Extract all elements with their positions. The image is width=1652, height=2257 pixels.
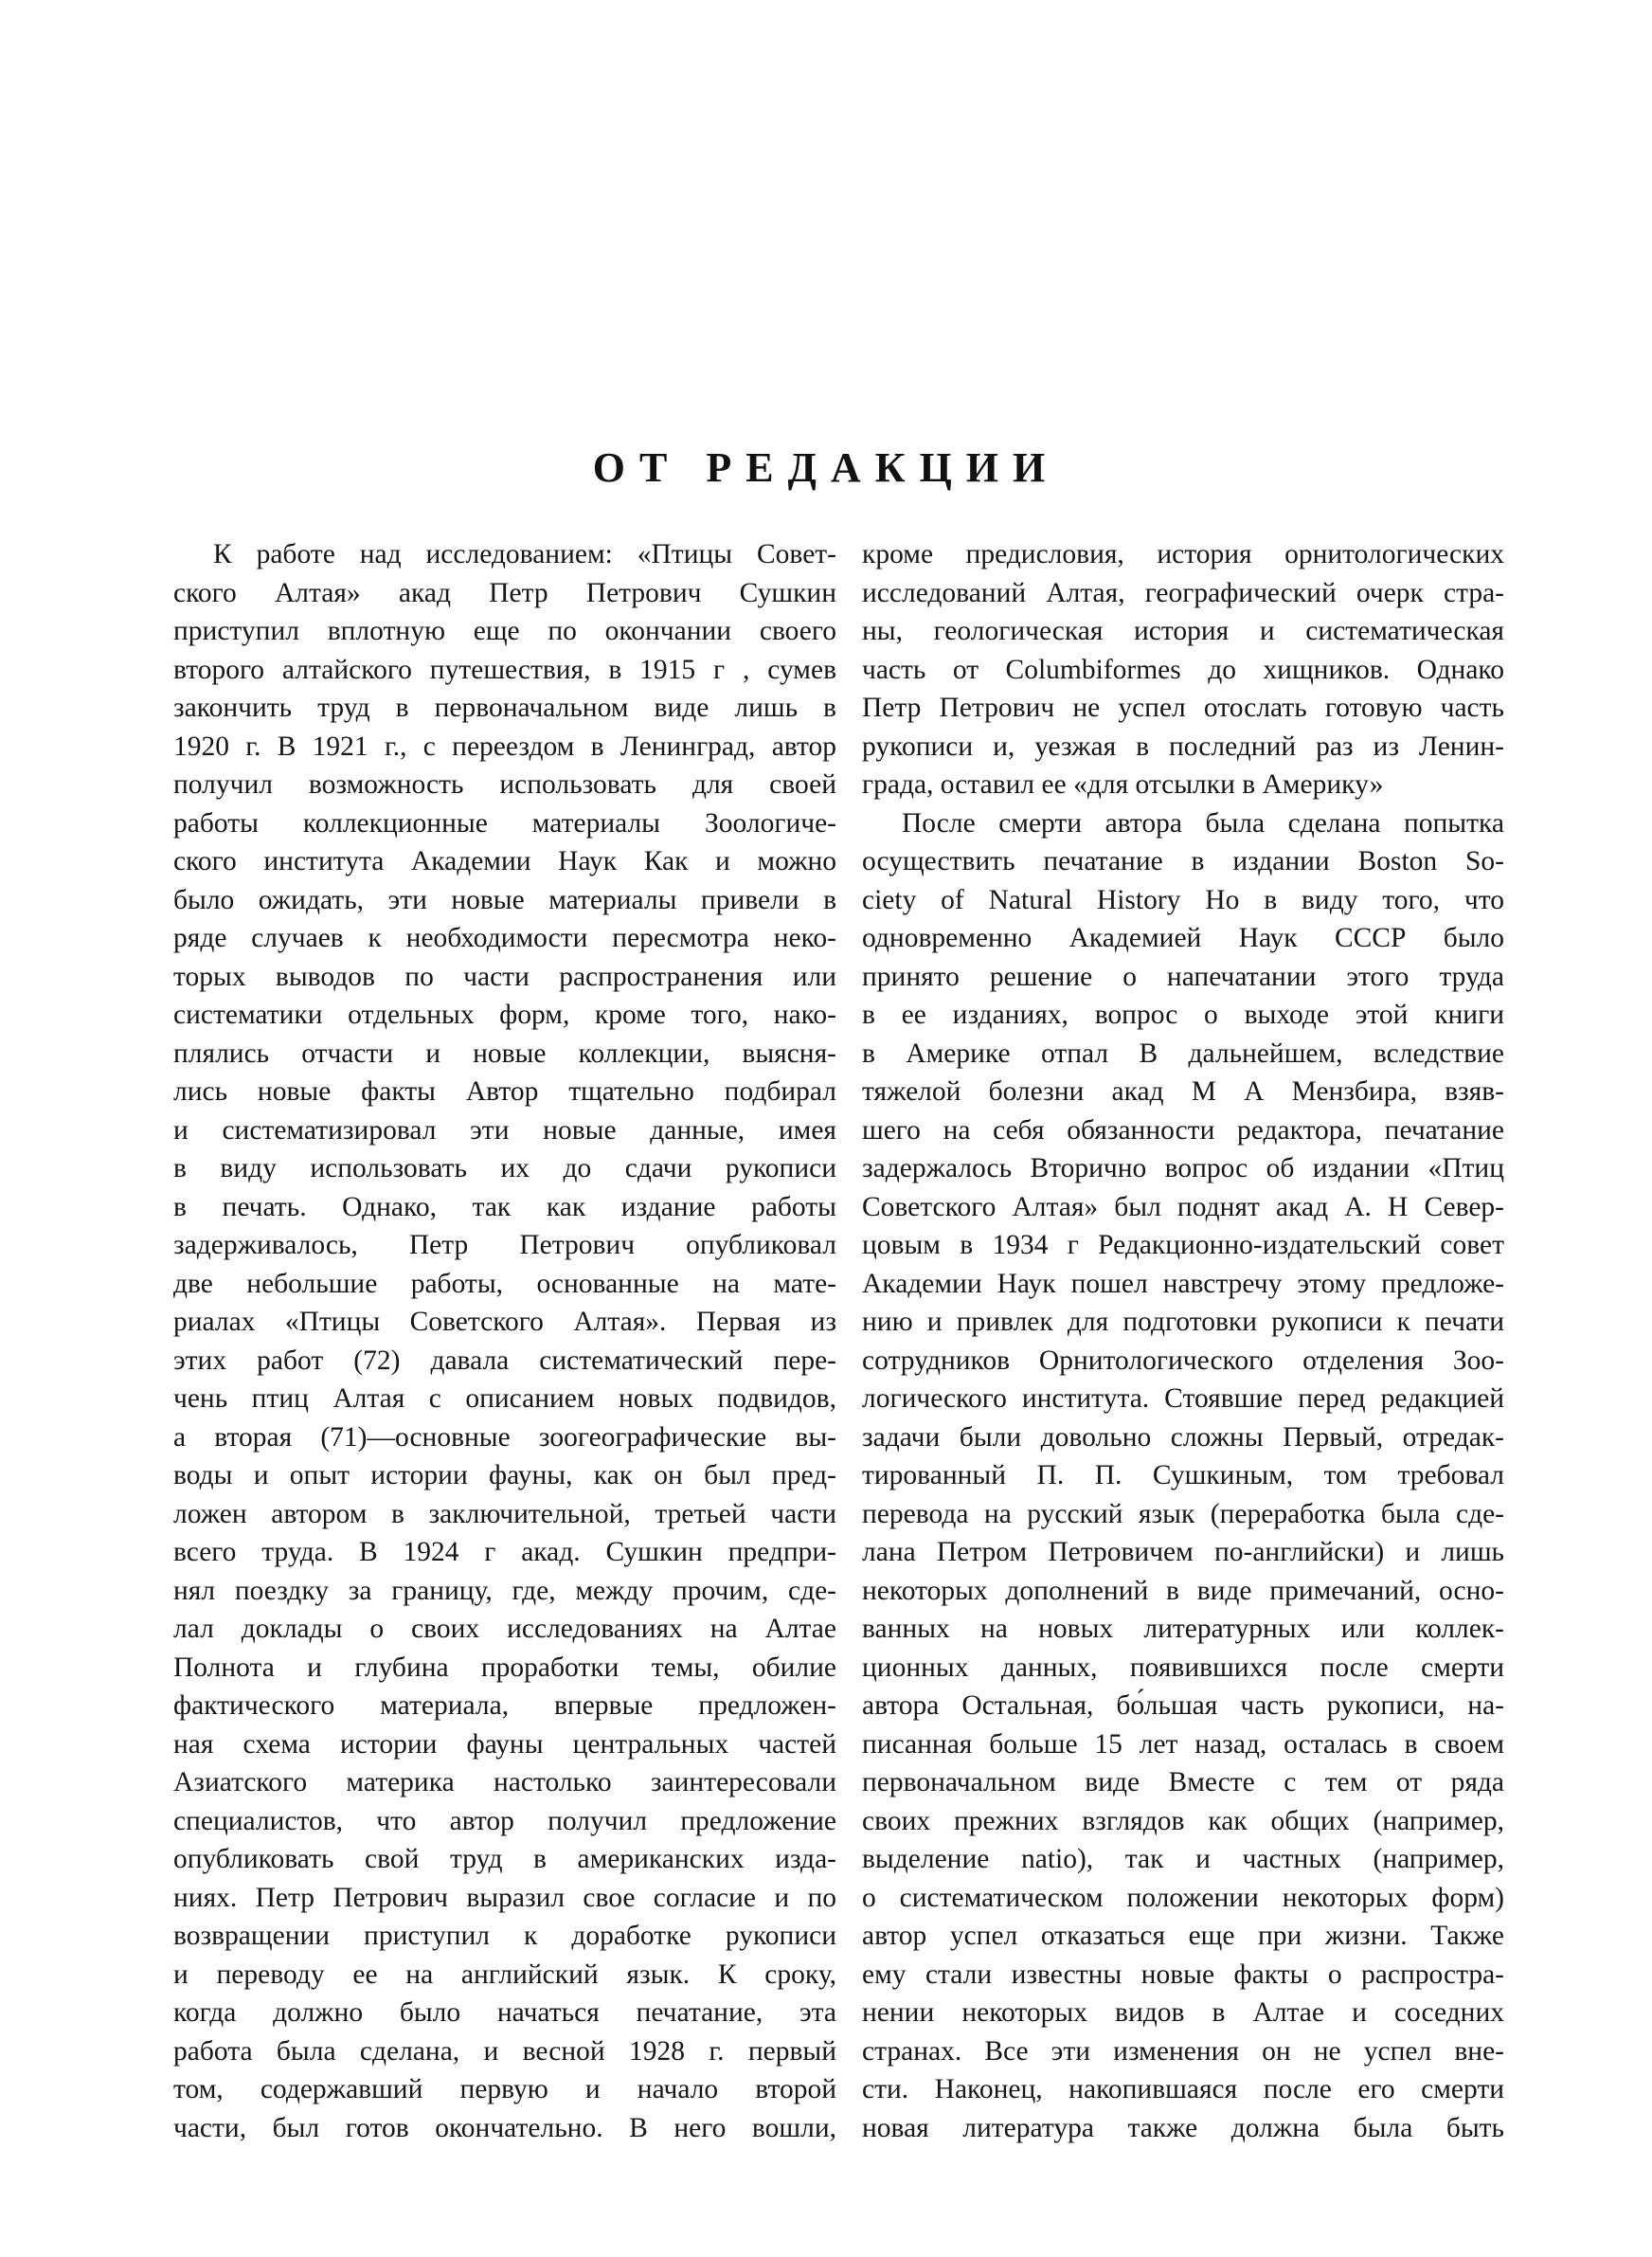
text-line: закончить труд в первоначальном виде лишь в [173, 693, 836, 723]
text-line: логического института. Стоявшие перед редакцией [862, 1383, 1504, 1414]
text-line: задержалось Вторично вопрос об издании «Птиц [862, 1153, 1504, 1183]
text-line: Азиатского материка настолько заинтересовали [173, 1767, 836, 1797]
text-line: Советского Алтая» был поднят акад А. Н Север- [862, 1191, 1504, 1222]
text-line: возвращении приступил к доработке рукописи [173, 1921, 836, 1951]
text-line: было ожидать, эти новые материалы привели в [173, 884, 836, 915]
text-line: исследований Алтая, географический очерк стра- [862, 577, 1504, 608]
text-line: части, был готов окончательно. В него вошли, [173, 2112, 836, 2143]
text-line: града, оставил ее «для отсылки в Америку» [862, 769, 1384, 800]
text-line: ложен автором в заключительной, третьей части [173, 1498, 836, 1529]
text-line: ряде случаев к необходимости пересмотра неко- [173, 923, 836, 953]
text-line: ная схема истории фауны центральных частей [173, 1728, 836, 1760]
text-line: 1920 г. В 1921 г., с переездом в Ленинград, автор [173, 731, 836, 762]
text-line: воды и опыт истории фауны, как он был пред- [173, 1460, 836, 1490]
text-line: в виду использовать их до сдачи рукописи [173, 1153, 836, 1183]
text-line: К работе над исследованием: «Птицы Совет- [213, 539, 836, 569]
text-line: лись новые факты Автор тщательно подбирал [173, 1076, 836, 1107]
text-line: нию и привлек для подготовки рукописи к печати [862, 1307, 1504, 1337]
text-line: торых выводов по части распространения или [173, 961, 836, 992]
text-line: цовым в 1934 г Редакционно-издательский совет [862, 1230, 1504, 1260]
text-line: в Америке отпал В дальнейшем, вследствие [862, 1038, 1504, 1069]
text-line: ского Алтая» акад Петр Петрович Сушкин [173, 577, 836, 608]
text-line: в ее изданиях, вопрос о выходе этой книги [862, 1000, 1504, 1030]
text-line: и систематизировал эти новые данные, имея [173, 1114, 836, 1146]
text-line: фактического материала, впервые предложен- [173, 1690, 836, 1721]
text-line: риалах «Птицы Советского Алтая». Первая из [173, 1307, 836, 1337]
text-line: тяжелой болезни акад М А Мензбира, взяв- [862, 1076, 1504, 1107]
text-line: ционных данных, появившихся после смерти [862, 1652, 1504, 1683]
text-line: выделение natio), так и частных (например, [862, 1844, 1504, 1874]
text-line: систематики отдельных форм, кроме того, нако- [173, 1000, 836, 1030]
left-text-column [173, 535, 836, 2147]
text-line: том, содержавший первую и начало второй [173, 2074, 836, 2104]
text-line: перевода на русский язык (переработка была сде- [862, 1498, 1504, 1529]
text-line: кроме предисловия, история орнитологических [862, 539, 1504, 569]
text-line: одновременно Академией Наук СССР было [862, 923, 1504, 953]
text-line: ванных на новых литературных или коллек- [862, 1614, 1504, 1644]
text-line: осуществить печатание в издании Boston So- [862, 846, 1504, 876]
text-line: а вторая (71)—основные зоогеографические вы- [173, 1421, 836, 1453]
text-line: сотрудников Орнитологического отделения Зоо- [862, 1345, 1504, 1376]
text-line: две небольшие работы, основанные на мате- [173, 1268, 836, 1299]
text-line: лал доклады о своих исследованиях на Алтае [173, 1614, 836, 1644]
text-line: Петр Петрович не успел отослать готовую часть [862, 693, 1504, 723]
text-line: тированный П. П. Сушкиным, том требовал [862, 1460, 1504, 1490]
text-line: ему стали известны новые факты о распростра- [862, 1959, 1504, 1990]
text-line: плялись отчасти и новые коллекции, выясня- [173, 1038, 836, 1069]
text-line: ского института Академии Наук Как и можно [173, 846, 836, 876]
text-line: некоторых дополнений в виде примечаний, осно- [862, 1575, 1504, 1606]
text-line: работы коллекционные материалы Зоологиче- [173, 807, 836, 839]
text-line: автор успел отказаться еще при жизни. Также [862, 1921, 1504, 1951]
text-line: Полнота и глубина проработки темы, обилие [173, 1652, 836, 1683]
text-line: второго алтайского путешествия, в 1915 г , сумев [173, 654, 836, 685]
right-text-column [862, 535, 1504, 2147]
text-line: получил возможность использовать для своей [173, 769, 836, 800]
text-line: лана Петром Петровичем по-английски) и лишь [862, 1537, 1504, 1567]
text-line: первоначальном виде Вместе с тем от ряда [862, 1767, 1504, 1797]
text-line: всего труда. В 1924 г акад. Сушкин предпри- [173, 1537, 836, 1567]
text-line: опубликовать свой труд в американских изда- [173, 1844, 836, 1874]
text-line: После смерти автора была сделана попытка [902, 807, 1504, 839]
text-line: о систематическом положении некоторых форм) [862, 1882, 1504, 1913]
text-line: ciety of Natural History Но в виду того, что [862, 884, 1504, 915]
text-line: странах. Все эти изменения он не успел вне- [862, 2035, 1504, 2067]
text-line: своих прежних взглядов как общих (например, [862, 1805, 1504, 1836]
text-line: нял поездку за границу, где, между прочим, сде- [173, 1575, 836, 1606]
text-line: писанная больше 15 лет назад, осталась в своем [862, 1728, 1504, 1760]
text-line: в печать. Однако, так как издание работы [173, 1191, 836, 1222]
text-line: шего на себя обязанности редактора, печатание [862, 1114, 1504, 1146]
text-line: специалистов, что автор получил предложение [173, 1805, 836, 1836]
text-line: когда должно было начаться печатание, эта [173, 1997, 836, 2028]
text-line: этих работ (72) давала систематический пере- [173, 1345, 836, 1376]
text-line: чень птиц Алтая с описанием новых подвидов, [173, 1383, 836, 1414]
text-line: сти. Наконец, накопившаяся после его смерти [862, 2074, 1504, 2104]
text-line: автора Остальная, бо́льшая часть рукописи, на- [862, 1690, 1504, 1721]
text-line: часть от Columbiformes до хищников. Однако [862, 654, 1504, 685]
text-line: задачи были довольно сложны Первый, отредак- [862, 1421, 1504, 1453]
text-line: рукописи и, уезжая в последний раз из Ленин- [862, 731, 1504, 762]
text-line: работа была сделана, и весной 1928 г. первый [173, 2035, 836, 2067]
text-line: новая литература также должна была быть [862, 2112, 1504, 2143]
text-line: ны, геологическая история и систематическая [862, 616, 1504, 646]
text-line: ниях. Петр Петрович выразил свое согласие и по [173, 1882, 836, 1913]
text-line: и переводу ее на английский язык. К сроку, [173, 1959, 836, 1990]
text-line: Академии Наук пошел навстречу этому предложе- [862, 1268, 1504, 1299]
text-line: принято решение о напечатании этого труда [862, 961, 1504, 992]
text-line: задерживалось, Петр Петрович опубликовал [173, 1230, 836, 1260]
text-line: нении некоторых видов в Алтае и соседних [862, 1997, 1504, 2028]
page-title: ОТ РЕДАКЦИИ [592, 444, 1060, 491]
text-line: приступил вплотную еще по окончании своего [173, 616, 836, 646]
